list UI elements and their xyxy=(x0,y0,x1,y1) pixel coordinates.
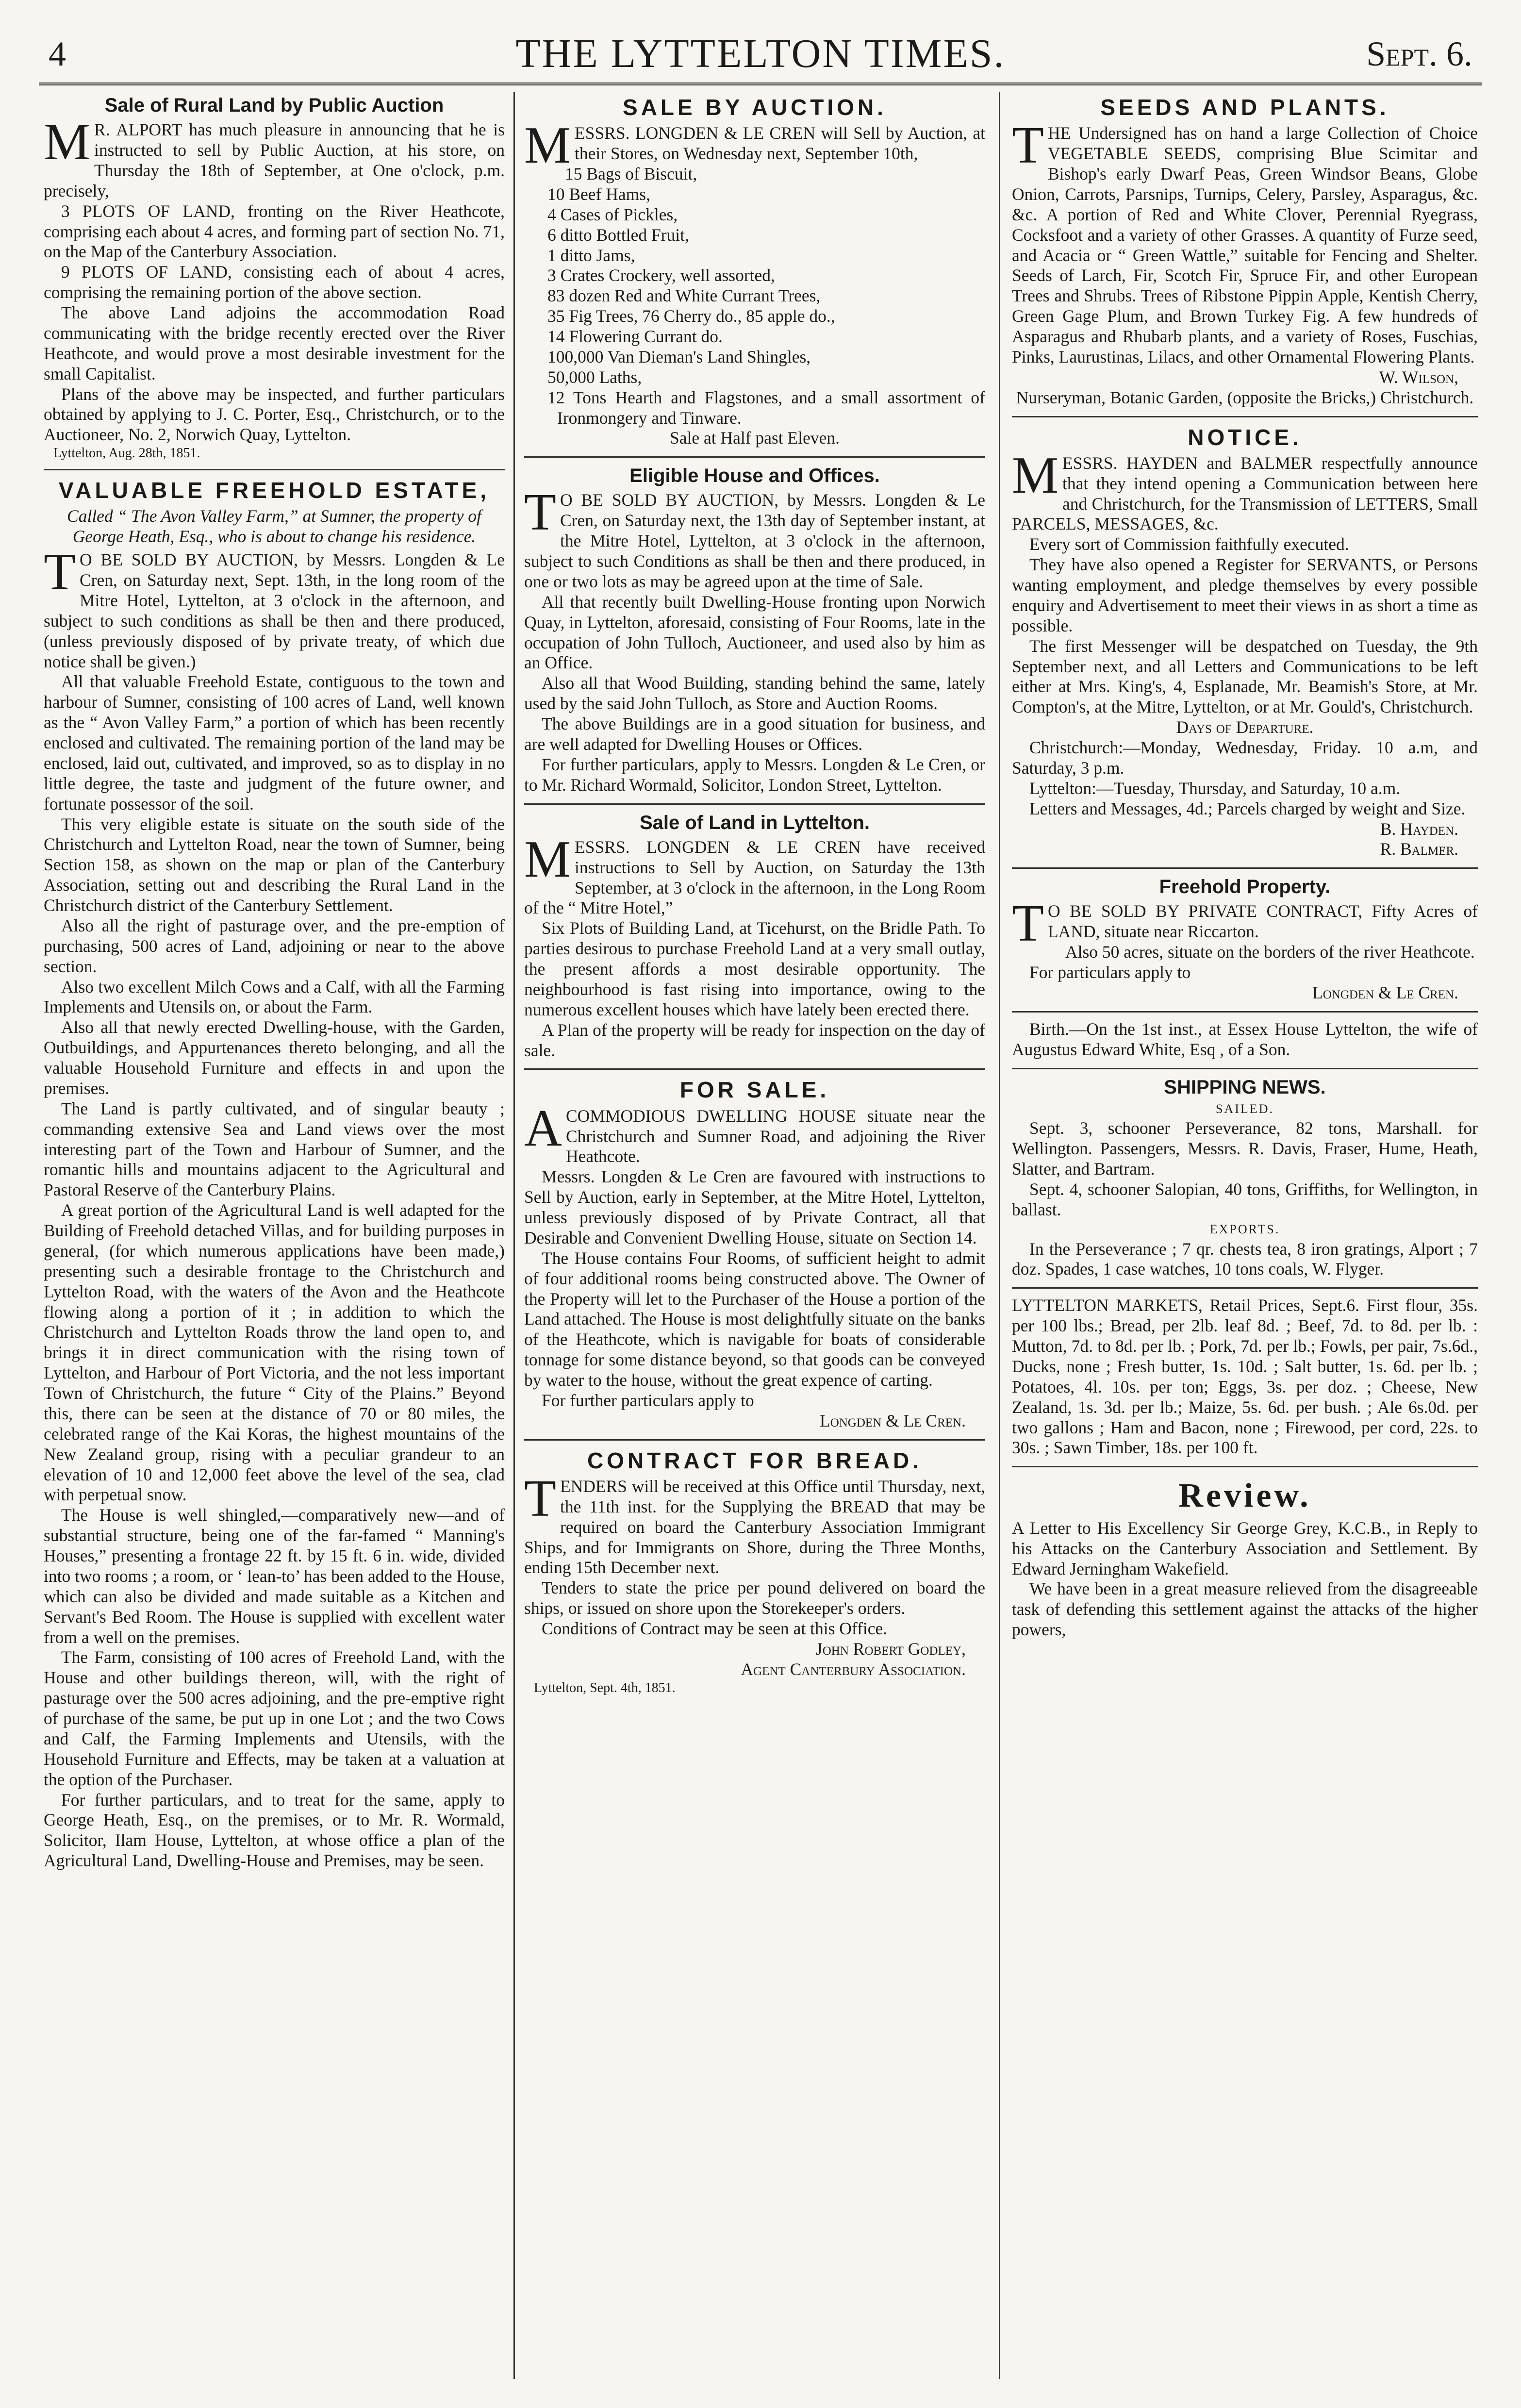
ad-paragraph: HE Undersigned has on hand a large Collection of Choice VEGETABLE SEEDS, comprising Blue Scimitar and Bishop's early Dwarf Peas, Green Windsor Beans, Globe Onion, Carrots, Parsnips, Turnips, Celery, Parsley, Asparagus, &c. &c. A portion of Red and White Clover, Perennial Ryegrass, Cocksfoot and a variety of other Grasses. A quantity of Furze seed, and Acacia or “ Green Wattle,” suitable for Fencing and Shelter. Seeds of Larch, Fir, Scotch Fir, Spruce Fir, and other European Trees and Shrubs. Trees of Ribstone Pippin Apple, Kentish Cherry, Green Gage Plum, and Brown Turkey Fig. A few hundreds of Asparagus and Rhubarb plants, and a variety of Roses, Fuschias, Pinks, Laurustinas, Lilacs, and other Ornamental Flowering Plants. xyxy=(1012,123,1478,366)
ad-paragraph: Six Plots of Building Land, at Ticehurst, on the Bridle Path. To parties desirous to purchase Freehold Land at a very small outlay, the present affords a most desirable opportunity. The neighbourhood is fast rising into importance, owing to the numerous excellent houses which have lately been erected there. xyxy=(524,918,985,1019)
signature-title: Agent Canterbury Association. xyxy=(741,1659,966,1679)
ad-closing: Sale at Half past Eleven. xyxy=(670,428,840,448)
ad-heading: SHIPPING NEWS. xyxy=(1164,1076,1326,1098)
ad-paragraph: Tenders to state the price per pound delivered on board the ships, or issued on shore upon the Storekeeper's orders. xyxy=(524,1578,985,1618)
list-item: 3 Crates Crockery, well assorted, xyxy=(547,266,775,285)
ad-paragraph: For further particulars apply to xyxy=(542,1390,754,1410)
ad-paragraph: A great portion of the Agricultural Land is well adapted for the Building of Freehold detached Villas, and for building purposes in general, (for which numerous applications have been made,) presenting such a desirable frontage to the Christchurch and Lyttelton Road, with the waters of the Avon and the Heathcote flowing along a portion of it ; in addition to which the Christchurch and Lyttelton Roads throw the land open to, and brings it in direct communication with the rising town of Lyttelton, and Harbour of Port Victoria, and the not less important Town of Christchurch, the future “ City of the Plains.” Beyond this, there can be seen at the distance of 70 or 80 miles, the celebrated range of the Kai Koras, the highest mountains of the New Zealand group, rising with a peculiar grandeur to an elevation of 10 and 12,000 feet above the level of the sea, clad with perpetual snow. xyxy=(44,1200,505,1505)
list-item: 4 Cases of Pickles, xyxy=(547,204,678,224)
drop-cap: T xyxy=(1012,116,1044,175)
ad-heading: Freehold Property. xyxy=(1159,876,1331,898)
ad-paragraph: Lyttelton:—Tuesday, Thursday, and Saturday, 10 a.m. xyxy=(1029,778,1401,798)
ad-paragraph: Also 50 acres, situate on the borders of the river Heathcote. xyxy=(1065,942,1475,962)
section-subheading: EXPORTS. xyxy=(1209,1222,1280,1236)
ad-subtitle: Called “ The Avon Valley Farm,” at Sumner, the property of George Heath, Esq., who is about to change his residence. xyxy=(67,506,481,547)
drop-cap: T xyxy=(524,1469,556,1528)
ad-paragraph: Birth.—On the 1st inst., at Essex House Lyttelton, the wife of Augustus Edward White, Esq , of a Son. xyxy=(1012,1019,1478,1059)
ad-paragraph: R. ALPORT has much pleasure in announcing that he is instructed to sell by Public Auction, at his store, on Thursday the 18th of September, at One o'clock, p.m. precisely, xyxy=(44,120,505,200)
ad-paragraph: 9 PLOTS OF LAND, consisting each of about 4 acres, comprising the remaining portion of the above section. xyxy=(44,262,505,302)
ad-heading: SALE BY AUCTION. xyxy=(623,95,887,120)
lyttelton-markets xyxy=(1012,1287,1478,1463)
column-1 xyxy=(44,92,505,2389)
dateline: Lyttelton, Aug. 28th, 1851. xyxy=(53,446,200,461)
ad-paragraph: Sept. 3, schooner Perseverance, 82 tons, Marshall. for Wellington. Passengers, Messrs. R. Davis, Fraser, Hume, Heath, Slatter, and Bartram. xyxy=(1012,1118,1478,1179)
ad-paragraph: They have also opened a Register for SERVANTS, or Persons wanting employment, and pledge themselves by every possible enquiry and Advertisement to meet their views in as short a time as possible. xyxy=(1012,555,1478,635)
ad-paragraph: LYTTELTON MARKETS, Retail Prices, Sept.6. First flour, 35s. per 100 lbs.; Bread, per 2lb. leaf 8d. ; Beef, 7d. to 8d. per lb. : Mutton, 7d. to 8d. per lb. ; Pork, 7d. per lb.; Fowls, per pair, 7s.6d., Ducks, none ; Fresh butter, 1s. 10d. ; Salt butter, 1s. 6d. per lb. ; Potatoes, 4l. 10s. per ton; Eggs, 3s. per doz. ; Cheese, New Zealand, 1s. 3d. per lb.; Maize, 5s. 6d. per bush. ; Ale 6s.0d. per two gallons ; Ham and Bacon, none ; Firewood, per cord, 22s. to 30s. ; Sawn Timber, 18s. per 100 ft. xyxy=(1012,1295,1478,1458)
land-sale-ad xyxy=(524,803,985,1066)
section-subheading: SAILED. xyxy=(1216,1101,1274,1116)
ad-paragraph: 3 PLOTS OF LAND, fronting on the River Heathcote, comprising each about 4 acres, and forming part of section No. 71, on the Map of the Canterbury Association. xyxy=(44,201,505,262)
list-item: 14 Flowering Currant do. xyxy=(547,327,723,347)
column-3 xyxy=(1012,92,1478,2389)
seeds-plants-ad xyxy=(1012,92,1478,413)
ad-paragraph: O BE SOLD BY AUCTION, by Messrs. Longden & Le Cren, on Saturday next, the 13th day of September instant, at the Mitre Hotel, Lyttelton, at 3 o'clock in the afternoon, subject to such Conditions as shall be then and there produced, in one or two lots as may be agreed upon at the time of Sale. xyxy=(524,490,985,591)
ad-heading: Eligible House and Offices. xyxy=(629,465,880,487)
list-item: 10 Beef Hams, xyxy=(547,184,650,204)
drop-cap: T xyxy=(44,543,76,601)
list-item: 15 Bags of Biscuit, xyxy=(565,164,697,184)
ad-paragraph: Plans of the above may be inspected, and further particulars obtained by applying to J. C. Porter, Esq., Christchurch, or to the Auctioneer, No. 2, Norwich Quay, Lyttelton. xyxy=(44,384,505,445)
ad-paragraph: In the Perseverance ; 7 qr. chests tea, 8 iron gratings, Alport ; 7 doz. Spades, 1 case watches, 10 tons coals, W. Flyger. xyxy=(1012,1239,1478,1279)
ad-paragraph: The Farm, consisting of 100 acres of Freehold Land, with the House and other buildings thereon, will, with the right of pasturage over the 500 acres adjoining, and the pre-emptive right of purchase of the same, be put up in one Lot ; and the two Cows and Calf, the Farming Implements and Utensils, with the Household Furniture and Effects, may be taken at a valuation at the option of the Purchaser. xyxy=(44,1647,505,1789)
bread-contract-ad xyxy=(524,1439,985,1701)
ad-paragraph: Christchurch:—Monday, Wednesday, Friday. 10 a.m, and Saturday, 3 p.m. xyxy=(1012,738,1478,778)
ad-paragraph: This very eligible estate is situate on the south side of the Christchurch and Lyttelton Road, near the town of Sumner, being Section 158, as shown on the map or plan of the Canterbury Association, setting out and describing the Rural Land in the Christchurch district of the Canterbury Settlement. xyxy=(44,814,505,915)
ad-paragraph: ESSRS. HAYDEN and BALMER respectfully announce that they intend opening a Communication between here and Christchurch, for the Transmission of LETTERS, Small PARCELS, MESSAGES, &c. xyxy=(1012,453,1478,534)
ad-paragraph: All that valuable Freehold Estate, contiguous to the town and harbour of Sumner, consisting of 100 acres of Land, well known as the “ Avon Valley Farm,” a portion of which has been recently enclosed and cultivated. The remaining portion of the land may be enclosed, laid out, cultivated, and improved, so as to display in no little degree, the taste and judgment of the future owner, and fortunate possessor of the soil. xyxy=(44,672,505,814)
ad-paragraph: The Land is partly cultivated, and of singular beauty ; commanding extensive Sea and Land views over the most interesting part of the Town and Harbour of Sumner, and the romantic hills and mountains adjacent to the Agricultural and Pastoral Reserve of the Canterbury Plains. xyxy=(44,1098,505,1200)
ad-paragraph: O BE SOLD BY PRIVATE CONTRACT, Fifty Acres of LAND, situate near Riccarton. xyxy=(1047,901,1478,942)
drop-cap: T xyxy=(524,483,556,542)
drop-cap: T xyxy=(1012,895,1044,953)
ad-paragraph: A Letter to His Excellency Sir George Grey, K.C.B., in Reply to his Attacks on the Canterbury Association and Settlement. By Edward Jerningham Wakefield. xyxy=(1012,1518,1478,1578)
ad-heading: CONTRACT FOR BREAD. xyxy=(587,1447,923,1473)
newspaper-title: THE LYTTELTON TIMES. xyxy=(515,31,1006,76)
ad-heading: NOTICE. xyxy=(1188,424,1302,450)
auction-item-list xyxy=(524,164,985,428)
ad-heading: FOR SALE. xyxy=(679,1077,830,1103)
drop-cap: M xyxy=(524,830,571,888)
list-item: 6 ditto Bottled Fruit, xyxy=(547,225,689,245)
ad-heading: Sale of Land in Lyttelton. xyxy=(639,812,870,833)
ad-paragraph: The House contains Four Rooms, of sufficient height to admit of four additional rooms being constructed above. The Owner of the Property will let to the Purchaser of the House a portion of the Land attached. The House is most delightfully situate on the banks of the Heathcote, which is navigable for boats of considerable tonnage for some distance beyond, so that goods can be conveyed by water to the house, without the great expence of carting. xyxy=(524,1248,985,1390)
ad-paragraph: Also two excellent Milch Cows and a Calf, with all the Farming Implements and Utensils on, or about the Farm. xyxy=(44,977,505,1017)
ad-paragraph: A Plan of the property will be ready for inspection on the day of sale. xyxy=(524,1020,985,1060)
section-heading: Review. xyxy=(1178,1477,1311,1515)
ad-paragraph: ESSRS. LONGDEN & LE CREN will Sell by Auction, at their Stores, on Wednesday next, September 10th, xyxy=(575,123,985,164)
signature: R. Balmer. xyxy=(1380,839,1458,859)
review-section xyxy=(1012,1466,1478,1645)
list-item: 1 ditto Jams, xyxy=(547,245,635,265)
ad-paragraph: Conditions of Contract may be seen at this Office. xyxy=(542,1619,888,1639)
ad-paragraph: For further particulars, apply to Messrs. Longden & Le Cren, or to Mr. Richard Wormald, Solicitor, London Street, Lyttelton. xyxy=(524,754,985,795)
drop-cap: M xyxy=(524,116,571,175)
signature: Longden & Le Cren. xyxy=(1312,982,1458,1002)
ad-paragraph: O BE SOLD BY AUCTION, by Messrs. Longden & Le Cren, on Saturday next, Sept. 13th, in the long room of the Mitre Hotel, Lyttelton, at 3 o'clock in the afternoon, and subject to such conditions as shall be then and there produced, (unless previously disposed of by private treaty, of which due notice shall be given.) xyxy=(44,550,505,671)
signature: B. Hayden. xyxy=(1380,819,1458,839)
signature: Longden & Le Cren. xyxy=(820,1411,966,1430)
ad-paragraph: COMMODIOUS DWELLING HOUSE situate near the Christchurch and Sumner Road, and adjoining the River Heathcote. xyxy=(566,1106,985,1166)
section-subheading: Days of Departure. xyxy=(1176,717,1314,737)
ad-paragraph: ESSRS. LONGDEN & LE CREN have received instructions to Sell by Auction, on Saturday the 13th September, at 3 o'clock in the afternoon, in the Long Room of the “ Mitre Hotel,” xyxy=(524,837,985,918)
ad-paragraph: Also all the right of pasturage over, and the pre-emption of purchasing, 500 acres of Land, adjoining or near to the above section. xyxy=(44,915,505,976)
freehold-property-ad xyxy=(1012,867,1478,1008)
ad-paragraph: Messrs. Longden & Le Cren are favoured with instructions to Sell by Auction, early in September, at the Mitre Hotel, Lyttelton, unless previously disposed of by Private Contract, all that Desirable and Convenient Dwelling House, situate on Section 14. xyxy=(524,1167,985,1247)
notice-ad xyxy=(1012,416,1478,865)
ad-paragraph: The House is well shingled,—comparatively new—and of substantial structure, being one of the far-famed “ Manning's Houses,” presenting a frontage 22 ft. by 15 ft. 6 in. wide, divided into two rooms ; a room, or ‘ lean-to’ has been added to the House, which can also be divided and made suitable as a Kitchen and Servant's Bed Room. The House is supplied with excellent water from a well on the premises. xyxy=(44,1505,505,1647)
birth-notice xyxy=(1012,1011,1478,1065)
rural-land-ad xyxy=(44,92,505,466)
eligible-house-ad xyxy=(524,456,985,800)
column-rule xyxy=(513,92,515,2379)
ad-paragraph: Also all that newly erected Dwelling-house, with the Garden, Outbuildings, and Appurtenances thereto belonging, and all the valuable Household Furniture and effects in and upon the premises. xyxy=(44,1017,505,1098)
shipping-news xyxy=(1012,1068,1478,1285)
signature: W. Wilson, xyxy=(1379,367,1458,387)
ad-heading: SEEDS AND PLANTS. xyxy=(1100,95,1389,120)
ad-paragraph: The above Land adjoins the accommodation Road communicating with the bridge recently erected over the River Heathcote, and would prove a most desirable investment for the small Capitalist. xyxy=(44,303,505,383)
ad-paragraph: Letters and Messages, 4d.; Parcels charged by weight and Size. xyxy=(1029,798,1466,818)
drop-cap: M xyxy=(44,113,91,171)
ad-paragraph: Every sort of Commission faithfully executed. xyxy=(1029,534,1349,554)
ad-heading: Sale of Rural Land by Public Auction xyxy=(104,95,444,116)
issue-date: Sept. 6. xyxy=(1366,34,1472,73)
column-rule xyxy=(999,92,1000,2379)
freehold-estate-ad xyxy=(44,469,505,1876)
sale-by-auction-ad xyxy=(524,92,985,453)
ad-paragraph: Sept. 4, schooner Salopian, 40 tons, Griffiths, for Wellington, in ballast. xyxy=(1012,1179,1478,1219)
ad-paragraph: The above Buildings are in a good situation for business, and are well adapted for Dwelling Houses or Offices. xyxy=(524,714,985,754)
drop-cap: M xyxy=(1012,446,1059,504)
drop-cap: A xyxy=(524,1099,562,1157)
ad-paragraph: We have been in a great measure relieved from the disagreeable task of defending this settlement against the attacks of the higher powers, xyxy=(1012,1579,1478,1640)
signature: John Robert Godley, xyxy=(815,1639,966,1659)
ad-paragraph: For further particulars, and to treat for the same, apply to George Heath, Esq., on the premises, or to Mr. R. Wormald, Solicitor, Ilam House, Lyttelton, at whose office a plan of the Agricultural Land, Dwelling-House and Premises, may be seen. xyxy=(44,1790,505,1871)
ad-heading: VALUABLE FREEHOLD ESTATE, xyxy=(59,478,490,503)
dateline: Lyttelton, Sept. 4th, 1851. xyxy=(534,1680,676,1695)
list-item: 35 Fig Trees, 76 Cherry do., 85 apple do., xyxy=(547,306,835,326)
ad-paragraph: All that recently built Dwelling-House fronting upon Norwich Quay, in Lyttelton, aforesaid, consisting of Four Rooms, late in the occupation of John Tulloch, Auctioneer, and used also by him as an Office. xyxy=(524,592,985,673)
masthead xyxy=(39,19,1482,85)
ad-paragraph: Also all that Wood Building, standing behind the same, lately used by the said John Tulloch, as Store and Auction Rooms. xyxy=(524,673,985,714)
ad-paragraph: ENDERS will be received at this Office until Thursday, next, the 11th inst. for the Supplying the BREAD that may be required on board the Canterbury Association Immigrant Ships, and for Immigrants on Shore, during the Three Months, ending 15th December next. xyxy=(524,1476,985,1578)
list-item: 12 Tons Hearth and Flagstones, and a small assortment of Ironmongery and Tinware. xyxy=(547,387,985,428)
page-number: 4 xyxy=(49,34,66,73)
ad-paragraph: For particulars apply to xyxy=(1029,963,1191,982)
ad-footer: Nurseryman, Botanic Garden, (opposite the Bricks,) Christchurch. xyxy=(1016,387,1474,407)
column-2 xyxy=(524,92,985,2389)
for-sale-ad xyxy=(524,1068,985,1436)
list-item: 50,000 Laths, xyxy=(547,367,642,387)
list-item: 83 dozen Red and White Currant Trees, xyxy=(547,286,821,306)
ad-paragraph: The first Messenger will be despatched on Tuesday, the 9th September next, and all Letters and Communications to be left either at Mrs. King's, 4, Esplanade, Mr. Beamish's Store, at Mr. Compton's, at the Mitre, Lyttelton, or at Mr. Gould's, Christchurch. xyxy=(1012,636,1478,717)
list-item: 100,000 Van Dieman's Land Shingles, xyxy=(547,347,811,366)
